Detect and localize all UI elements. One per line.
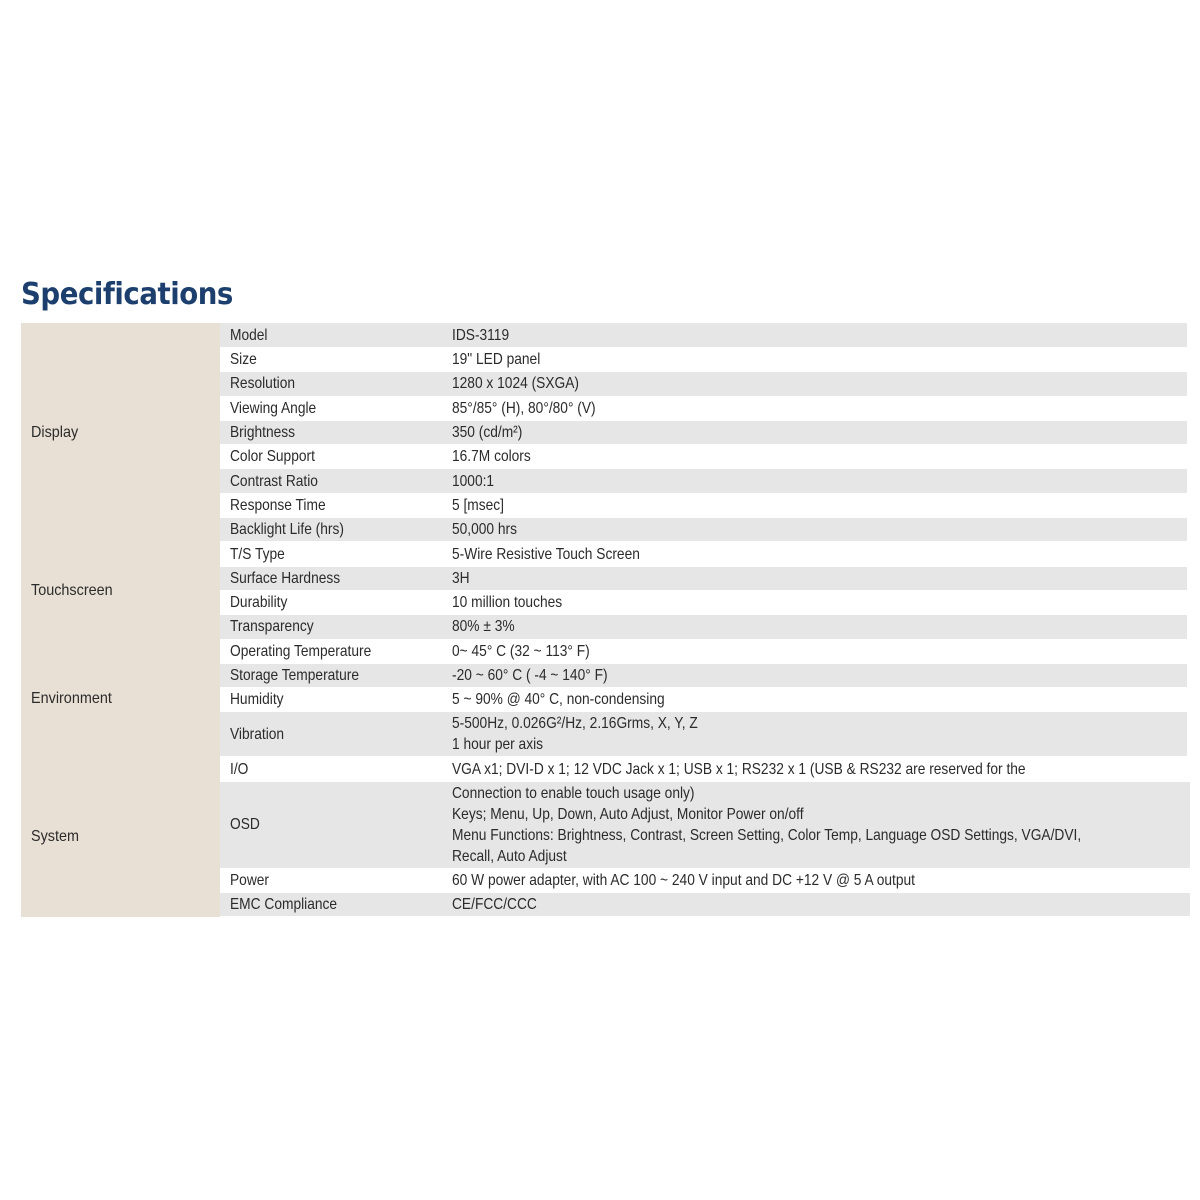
specifications-table [21,323,1187,917]
group-rows [220,542,1187,639]
property-label [220,616,452,637]
property-text: Operating Temperature [230,642,372,660]
property-value [452,870,1190,891]
table-row [220,542,1187,566]
value-line: 1000:1 [452,472,495,490]
value-line: 1280 x 1024 (SXGA) [452,375,579,393]
value-line: 60 W power adapter, with AC 100 ~ 240 V input and DC +12 V @ 5 A output [452,871,916,889]
value-line: 0~ 45° C (32 ~ 113° F) [452,642,590,660]
property-text: Surface Hardness [230,569,341,587]
property-label [220,349,452,370]
table-row [220,893,1190,917]
value-line: 16.7M colors [452,448,531,466]
value-line: CE/FCC/CCC [452,896,537,914]
property-value [452,373,1187,394]
property-text: Storage Temperature [230,667,360,684]
table-row [220,757,1190,781]
table-row [220,348,1187,372]
group-rows [220,640,1187,758]
value-line: Connection to enable touch usage only) [452,784,695,802]
property-text: Resolution [230,375,296,393]
value-line: 5-500Hz, 0.026G²/Hz, 2.16Grms, X, Y, Z [452,715,698,733]
table-row [220,397,1187,421]
value-line: Recall, Auto Adjust [452,847,567,865]
property-value [452,325,1187,346]
table-row [220,664,1187,688]
property-label [220,894,452,915]
property-label [220,471,452,492]
property-text: Durability [230,594,288,612]
property-text: Contrast Ratio [230,472,318,490]
table-row [220,591,1187,615]
property-value [452,446,1187,467]
property-label [220,325,452,346]
property-text: Color Support [230,448,315,466]
property-text: Brightness [230,424,296,442]
property-value [452,544,1187,565]
group-label-environment [21,640,220,758]
property-value [452,641,1187,662]
group-system [21,757,1187,917]
group-name: System [31,828,80,846]
table-row [220,688,1187,712]
group-name: Display [31,423,79,441]
property-label [220,544,452,565]
property-label [220,641,452,662]
property-label [220,592,452,613]
property-value [452,519,1187,540]
table-row [220,567,1187,591]
value-line: IDS-3119 [452,326,510,344]
property-label [220,689,452,710]
property-label [220,446,452,467]
value-line: 5 [msec] [452,496,505,514]
value-line: 19" LED panel [452,351,541,369]
value-line: 5-Wire Resistive Touch Screen [452,545,640,563]
property-label [220,665,452,686]
table-row [220,445,1187,469]
property-label [220,759,452,780]
property-value [452,398,1187,419]
property-text: I/O [230,760,249,778]
table-row [220,615,1187,639]
value-line: 10 million touches [452,594,563,612]
property-label [220,373,452,394]
property-label [220,422,452,443]
property-label [220,814,452,835]
property-text: Backlight Life (hrs) [230,521,344,539]
property-label [220,519,452,540]
property-label [220,495,452,516]
group-touchscreen [21,542,1187,639]
table-row [220,372,1187,396]
property-text: Power [230,871,270,889]
group-label-touchscreen [21,542,220,639]
value-line: 50,000 hrs [452,521,518,539]
property-label [220,398,452,419]
value-line: Menu Functions: Brightness, Contrast, Screen Setting, Color Temp, Language OSD Settings, VGA/DVI, [452,826,1082,844]
table-row [220,421,1187,445]
group-display [21,323,1187,542]
property-text: T/S Type [230,545,285,563]
table-row [220,518,1187,542]
property-value [452,689,1187,710]
group-name: Touchscreen [31,581,113,599]
property-value [452,759,1190,780]
property-value [452,616,1187,637]
property-value [452,422,1187,443]
property-text: Humidity [230,691,284,709]
group-name: Environment [31,689,112,707]
value-line: 5 ~ 90% @ 40° C, non-condensing [452,691,665,709]
property-value [452,894,1190,915]
table-row [220,640,1187,664]
property-label [220,568,452,589]
property-text: Vibration [230,725,285,743]
group-label-system [21,757,220,917]
property-value [452,471,1187,492]
property-text: Response Time [230,496,326,514]
table-row [220,782,1190,869]
property-text: Model [230,326,268,344]
value-line: Keys; Menu, Up, Down, Auto Adjust, Monitor Power on/off [452,805,804,823]
group-label-display [21,323,220,542]
property-value [452,592,1187,613]
property-label [220,870,452,891]
table-row [220,712,1187,757]
property-text: Transparency [230,618,314,636]
value-line: 3H [452,569,470,587]
property-value [452,783,1190,867]
table-row [220,869,1190,893]
property-value [452,713,1187,755]
value-line: VGA x1; DVI-D x 1; 12 VDC Jack x 1; USB x 1; RS232 x 1 (USB & RS232 are reserved for the [452,760,1026,778]
property-text: OSD [230,816,260,834]
property-label [220,724,452,745]
property-value [452,495,1187,516]
group-rows [220,757,1190,917]
value-line: -20 ~ 60° C ( -4 ~ 140° F) [452,667,608,684]
value-line: 350 (cd/m²) [452,424,523,442]
property-text: Viewing Angle [230,399,317,417]
table-row [220,323,1187,348]
group-environment [21,640,1187,758]
page-title: Specifications [21,277,233,312]
property-text: Size [230,351,257,369]
value-line: 80% ± 3% [452,618,515,636]
table-row [220,469,1187,493]
property-text: EMC Compliance [230,896,338,914]
group-rows [220,323,1187,542]
property-value [452,568,1187,589]
table-row [220,494,1187,518]
value-line: 1 hour per axis [452,736,544,754]
property-value [452,665,1187,686]
value-line: 85°/85° (H), 80°/80° (V) [452,399,596,417]
property-value [452,349,1187,370]
